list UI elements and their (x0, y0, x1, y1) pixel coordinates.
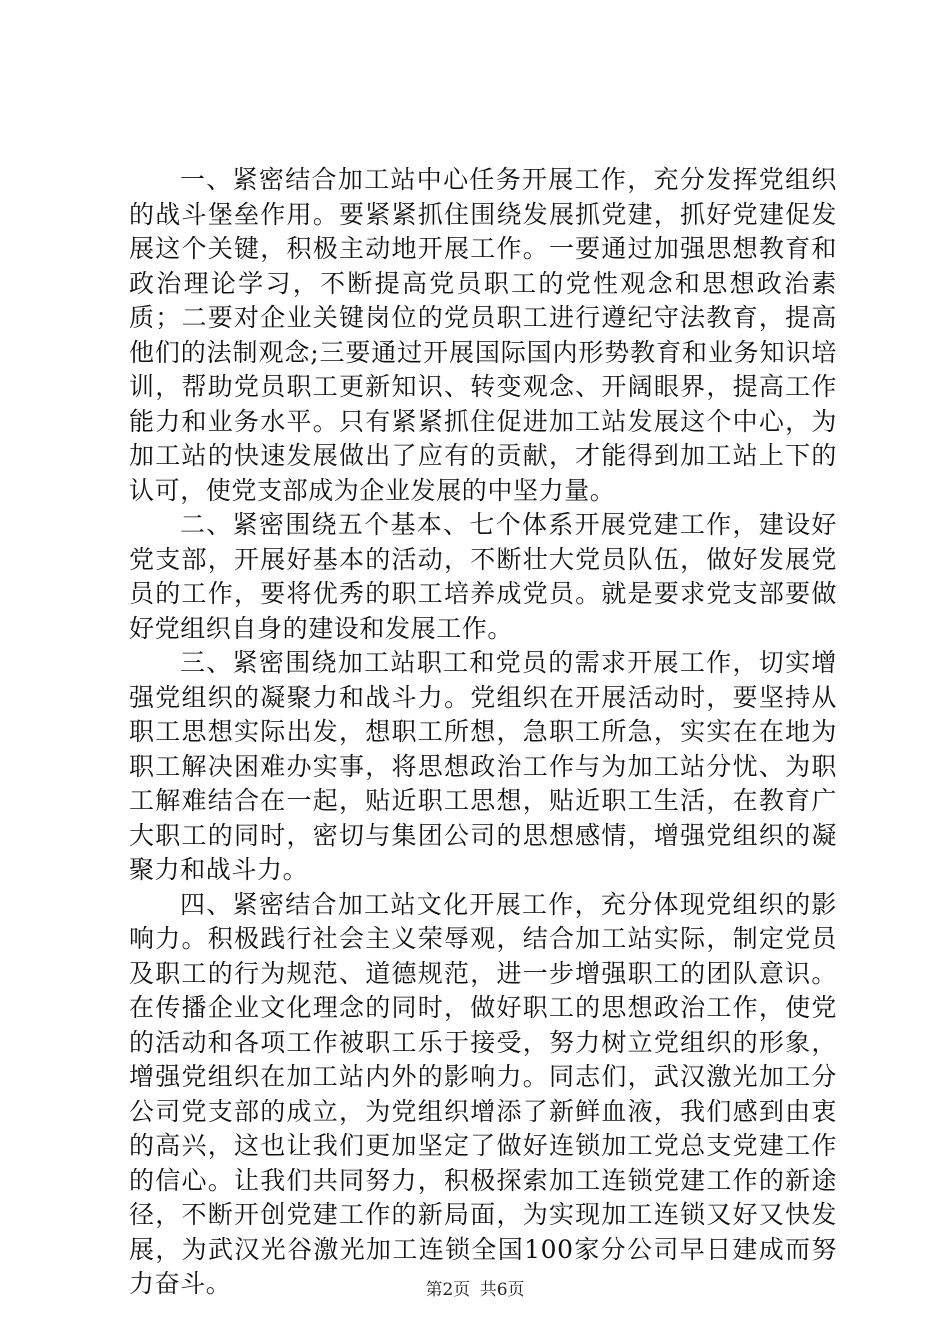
paragraph-3: 三、紧密围绕加工站职工和党员的需求开展工作，切实增强党组织的凝聚力和战斗力。党组织在开展活动时，要坚持从职工思想实际出发，想职工所想，急职工所急，实实在在地为职工解决困难办实事，将思想政治工作与为加工站分忧、为职工解难结合在一起，贴近职工思想，贴近职工生活，在教育广大职工的同时，密切与集团公司的思想感情，增强党组织的凝聚力和战斗力。 (129, 648, 837, 884)
paragraph-2: 二、紧密围绕五个基本、七个体系开展党建工作，建设好党支部，开展好基本的活动，不断壮大党员队伍，做好发展党员的工作，要将优秀的职工培养成党员。就是要求党支部要做好党组织自身的建设和发展工作。 (129, 510, 837, 643)
paragraph-4: 四、紧密结合加工站文化开展工作，充分体现党组织的影响力。积极践行社会主义荣辱观，结合加工站实际，制定党员及职工的行为规范、道德规范，进一步增强职工的团队意识。在传播企业文化理念的同时，做好职工的思想政治工作，使党的活动和各项工作被职工乐于接受，努力树立党组织的形象，增强党组织在加工站内外的影响力。同志们，武汉激光加工分公司党支部的成立，为党组织增添了新鲜血液，我们感到由衷的高兴，这也让我们更加坚定了做好连锁加工党总支党建工作的信心。让我们共同努力，积极探索加工连锁党建工作的新途径，不断开创党建工作的新局面，为实现加工连锁又好又快发展，为武汉光谷激光加工连锁全国100家分公司早日建成而努力奋斗。 (129, 889, 837, 1298)
page-footer (0, 1275, 950, 1300)
paragraph-1: 一、紧密结合加工站中心任务开展工作，充分发挥党组织的战斗堡垒作用。要紧紧抓住围绕发展抓党建，抓好党建促发展这个关键，积极主动地开展工作。一要通过加强思想教育和政治理论学习，不断提高党员职工的党性观念和思想政治素质；二要对企业关键岗位的党员职工进行遵纪守法教育，提高他们的法制观念;三要通过开展国际国内形势教育和业务知识培训，帮助党员职工更新知识、转变观念、开阔眼界，提高工作能力和业务水平。只有紧紧抓住促进加工站发展这个中心，为加工站的快速发展做出了应有的贡献，才能得到加工站上下的认可，使党支部成为企业发展的中坚力量。 (129, 165, 837, 505)
document-body (129, 163, 837, 1302)
page-number: 第2页 (425, 1280, 471, 1300)
page-total: 共6页 (479, 1280, 525, 1300)
